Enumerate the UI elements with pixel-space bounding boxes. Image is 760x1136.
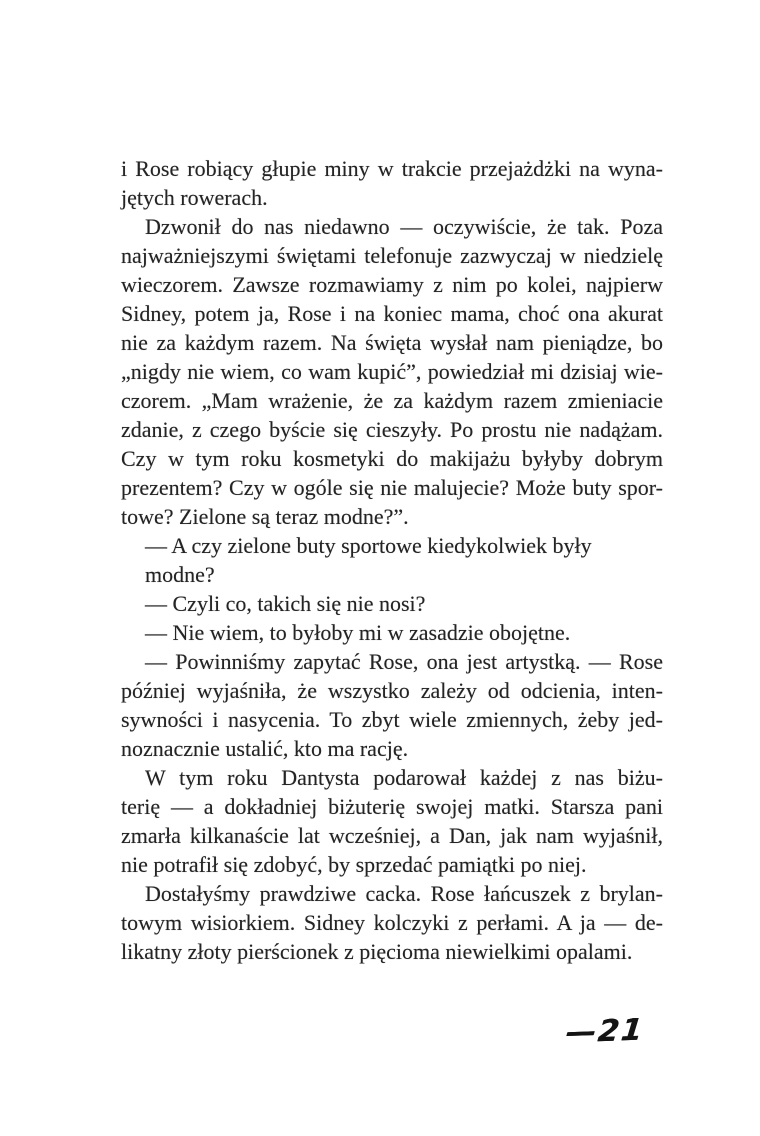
text-line: wieczorem. Zawsze rozmawiamy z nim po kolei, najpierw: [121, 272, 663, 297]
page-text: [121, 154, 663, 966]
text-line: Dzwonił do nas niedawno — oczywiście, że tak. Poza: [145, 214, 663, 239]
text-line: terię — a dokładniej biżuterię swojej matki. Starsza pani: [121, 794, 663, 819]
text-line: nie potrafił się zdobyć, by sprzedać pamiątki po niej.: [121, 852, 587, 877]
text-line: zmarła kilkanaście lat wcześniej, a Dan, jak nam wyjaśnił,: [121, 823, 663, 848]
text-line: noznacznie ustalić, kto ma rację.: [121, 736, 409, 761]
text-line: likatny złoty pierścionek z pięcioma niewielkimi opalami.: [121, 939, 633, 964]
text-line: Dostałyśmy prawdziwe cacka. Rose łańcuszek z brylan-: [145, 881, 663, 906]
text-line: najważniejszymi świętami telefonuje zazwyczaj w niedzielę: [121, 243, 663, 268]
text-line: towym wisiorkiem. Sidney kolczyki z perłami. A ja — de-: [121, 910, 663, 935]
text-line: — Nie wiem, to byłoby mi w zasadzie obojętne.: [145, 620, 571, 645]
text-line: Czy w tym roku kosmetyki do makijażu byłyby dobrym: [121, 446, 663, 471]
page-number: —21: [563, 1012, 646, 1051]
text-line: jętych rowerach.: [121, 185, 268, 210]
text-line: towe? Zielone są teraz modne?”.: [121, 504, 409, 529]
text-line: sywności i nasycenia. To zbyt wiele zmiennych, żeby jed-: [121, 707, 663, 732]
text-line: zdanie, z czego byście się cieszyły. Po prostu nie nadążam.: [121, 417, 663, 442]
text-line: i Rose robiący głupie miny w trakcie przejażdżki na wyna-: [121, 156, 663, 181]
text-line: — A czy zielone buty sportowe kiedykolwiek były modne?: [145, 533, 592, 587]
text-line: „nigdy nie wiem, co wam kupić”, powiedział mi dzisiaj wie-: [121, 359, 663, 384]
text-line: Sidney, potem ja, Rose i na koniec mama, choć ona akurat: [121, 301, 663, 326]
text-line: prezentem? Czy w ogóle się nie malujecie? Może buty spor-: [121, 475, 663, 500]
text-line: — Powinniśmy zapytać Rose, ona jest artystką. — Rose: [145, 649, 663, 674]
text-line: czorem. „Mam wrażenie, że za każdym razem zmieniacie: [121, 388, 663, 413]
text-line: — Czyli co, takich się nie nosi?: [145, 591, 426, 616]
text-line: W tym roku Dantysta podarował każdej z nas biżu-: [145, 765, 663, 790]
text-line: później wyjaśniła, że wszystko zależy od odcienia, inten-: [121, 678, 663, 703]
text-line: nie za każdym razem. Na święta wysłał nam pieniądze, bo: [121, 330, 663, 355]
